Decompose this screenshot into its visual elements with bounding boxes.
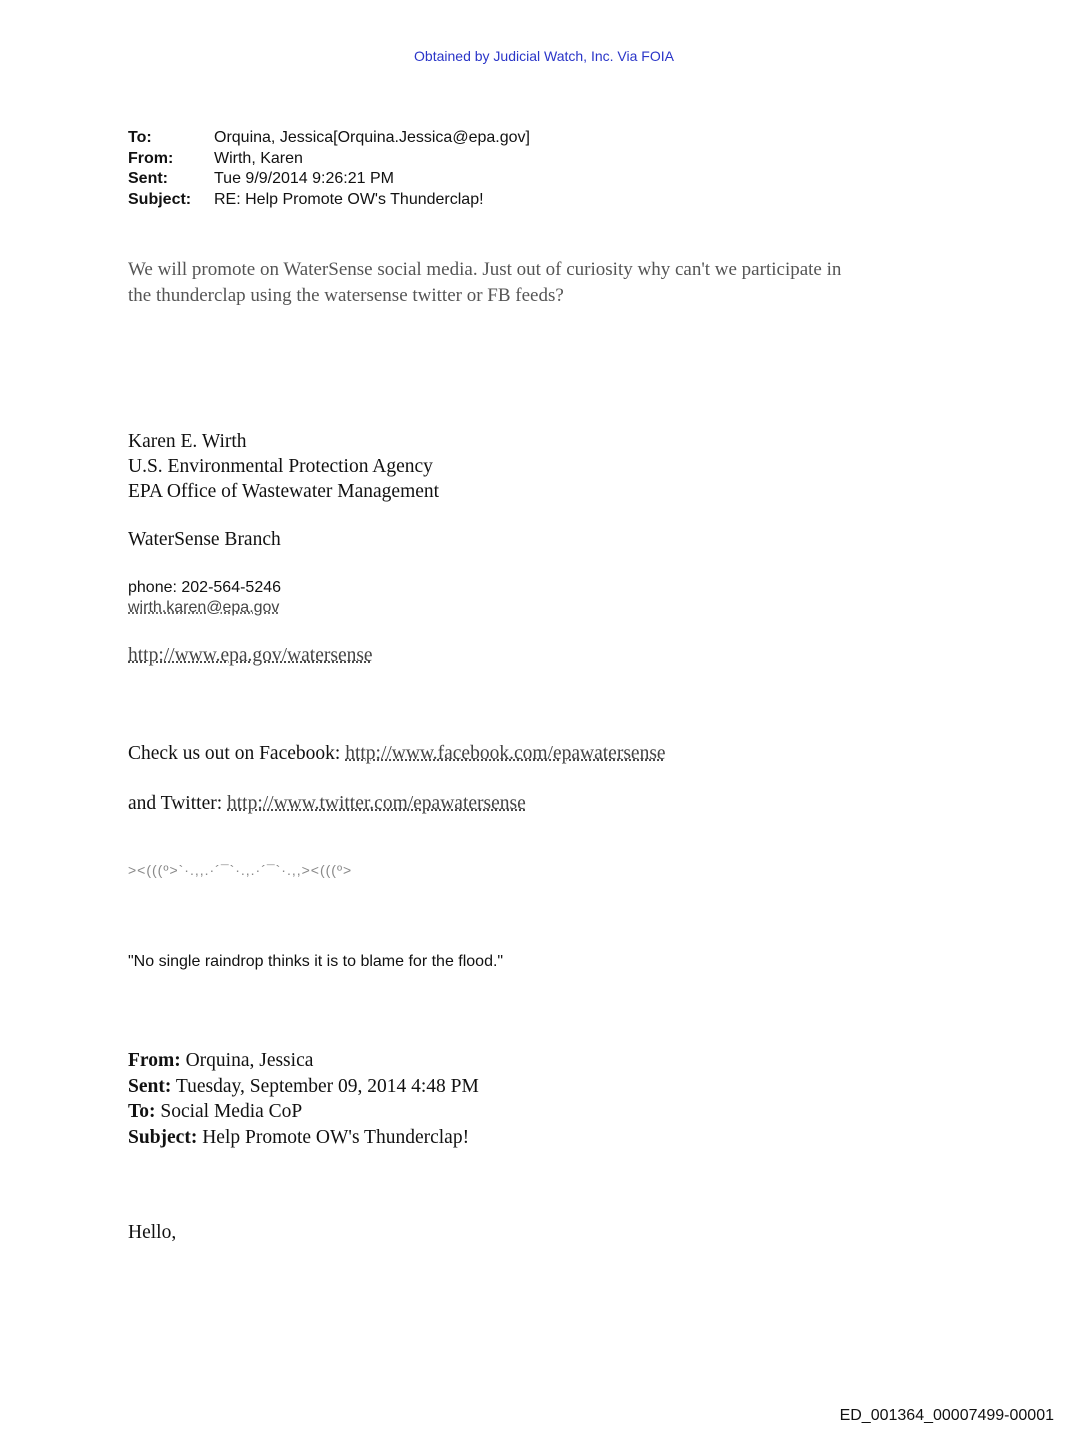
document-id: ED_001364_00007499-00001 <box>839 1407 1054 1424</box>
facebook-prefix: Check us out on Facebook: <box>128 743 346 764</box>
email-header <box>128 128 530 210</box>
subject-label: Subject: <box>128 190 192 208</box>
foia-watermark: Obtained by Judicial Watch, Inc. Via FOIA <box>414 48 674 64</box>
from-value: Wirth, Karen <box>214 149 303 167</box>
signature-phone: phone: 202-564-5246 <box>128 579 282 596</box>
facebook-link[interactable]: http://www.facebook.com/epawatersense <box>345 743 666 764</box>
signature-email-link[interactable]: wirth.karen@epa.gov <box>128 599 280 616</box>
orig-to-label: To: <box>128 1101 156 1122</box>
from-label: From: <box>128 149 174 167</box>
signature-block <box>128 429 439 504</box>
orig-subject-row <box>128 1125 479 1151</box>
website-link[interactable]: http://www.epa.gov/watersense <box>128 645 373 666</box>
orig-from-label: From: <box>128 1050 181 1071</box>
twitter-prefix: and Twitter: <box>128 793 228 814</box>
orig-sent-row <box>128 1074 479 1100</box>
fish-ascii-art: ><(((º>`·.,,.·´¯`·.,.·´¯`·.,,><(((º> <box>128 862 353 878</box>
message-line-2: the thunderclap using the watersense twitter or FB feeds? <box>128 285 564 306</box>
signature-office: EPA Office of Wastewater Management <box>128 481 440 502</box>
orig-sent-label: Sent: <box>128 1075 172 1097</box>
twitter-link[interactable]: http://www.twitter.com/epawatersense <box>227 793 526 814</box>
signature-agency: U.S. Environmental Protection Agency <box>128 456 433 477</box>
message-body <box>128 257 958 309</box>
orig-to-row <box>128 1099 479 1125</box>
contact-block <box>128 578 281 618</box>
orig-subject-label: Subject: <box>128 1126 198 1148</box>
original-message-header <box>128 1048 479 1150</box>
to-label: To: <box>128 129 152 146</box>
signature-branch: WaterSense Branch <box>128 529 281 550</box>
signature-quote: "No single raindrop thinks it is to blame for the flood." <box>128 953 504 970</box>
subject-value: RE: Help Promote OW's Thunderclap! <box>214 190 484 208</box>
orig-from-value: Orquina, Jessica <box>185 1050 314 1071</box>
orig-sent-value: Tuesday, September 09, 2014 4:48 PM <box>175 1075 479 1097</box>
facebook-line <box>128 743 666 765</box>
orig-to-value: Social Media CoP <box>160 1101 303 1122</box>
from-row <box>128 149 530 170</box>
to-row <box>128 128 530 149</box>
message-line-1: We will promote on WaterSense social media. Just out of curiosity why can't we participate in <box>128 259 842 280</box>
orig-from-row <box>128 1048 479 1074</box>
sent-label: Sent: <box>128 170 168 187</box>
to-value: Orquina, Jessica[Orquina.Jessica@epa.gov] <box>214 129 530 146</box>
sent-row <box>128 169 530 190</box>
twitter-line <box>128 793 526 815</box>
orig-subject-value: Help Promote OW's Thunderclap! <box>202 1126 470 1148</box>
signature-name: Karen E. Wirth <box>128 431 247 452</box>
greeting: Hello, <box>128 1222 177 1243</box>
sent-value: Tue 9/9/2014 9:26:21 PM <box>214 170 394 187</box>
subject-row <box>128 190 530 211</box>
